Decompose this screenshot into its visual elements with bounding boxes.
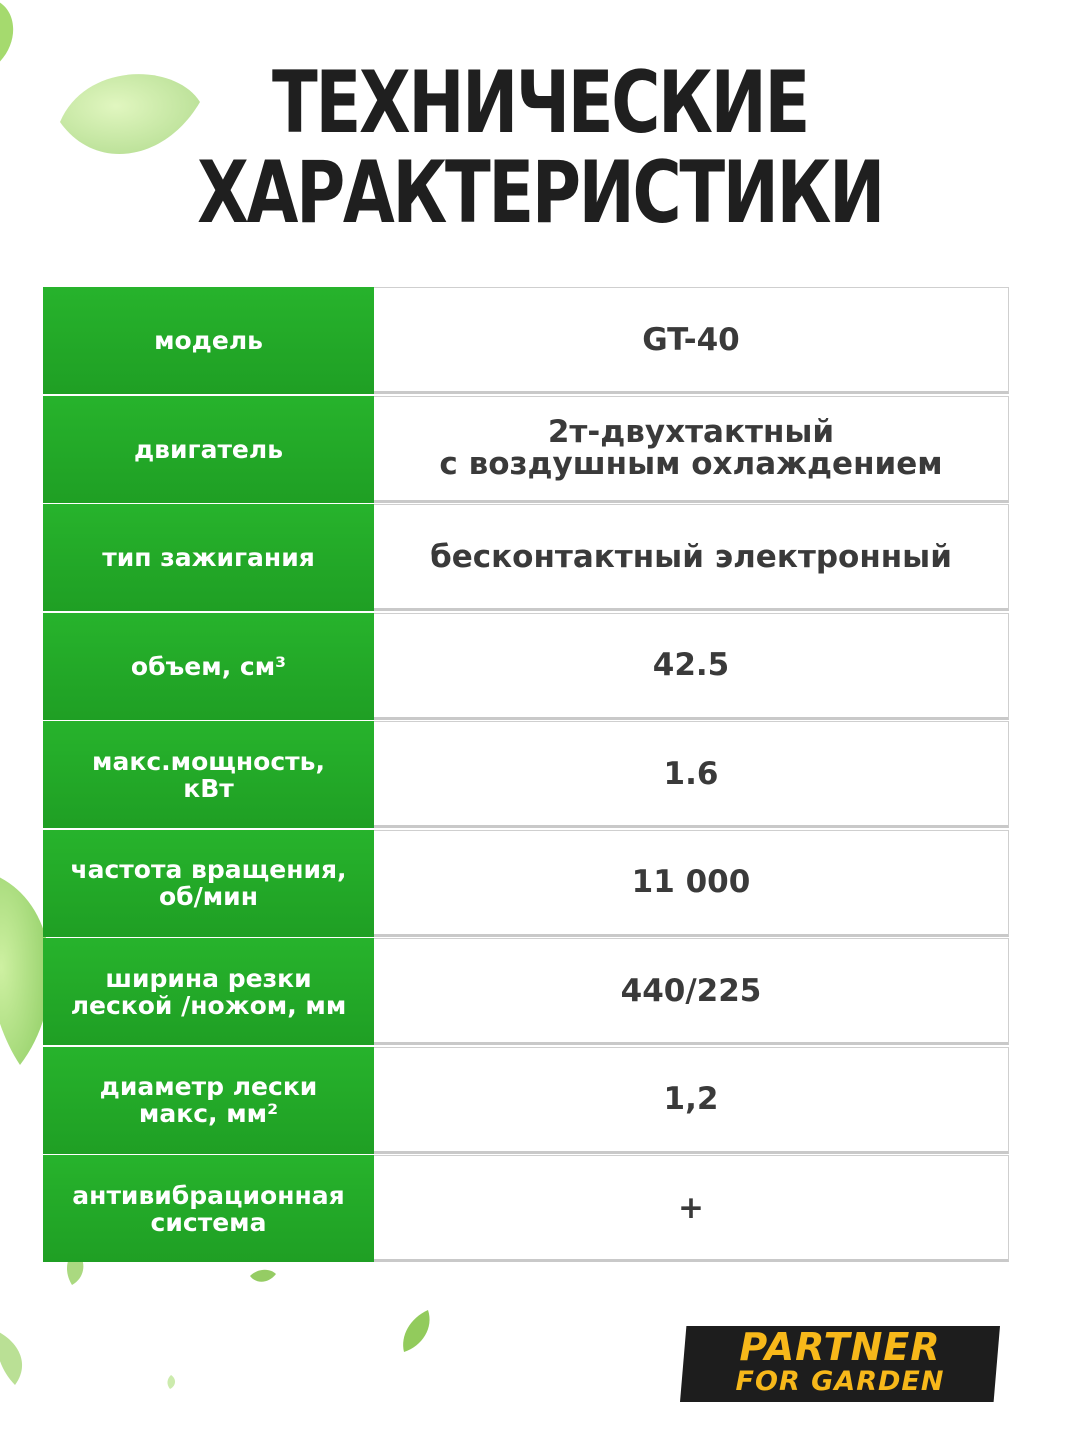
spec-value-cell [374,938,1009,1045]
spec-table [43,287,1009,1264]
leaf-icon [250,1268,276,1284]
page-title [119,53,961,243]
spec-value-cell [374,287,1009,394]
spec-label-cell [43,396,374,503]
spec-row [43,721,1009,828]
spec-row [43,938,1009,1045]
spec-value: 440/225 [620,972,762,1009]
spec-label-cell [43,1155,374,1262]
spec-value: GT-40 [642,321,740,358]
page-title-line2: ХАРАКТЕРИСТИКИ [197,143,883,243]
spec-label-cell [43,504,374,611]
spec-row [43,1047,1009,1154]
spec-label-cell [43,613,374,720]
spec-label: антивибрационная система [72,1180,345,1237]
spec-value-cell [374,830,1009,937]
spec-label-cell [43,938,374,1045]
spec-value-cell [374,721,1009,828]
spec-value: 11 000 [631,864,751,900]
page-title-line1: ТЕХНИЧЕСКИЕ [272,53,808,153]
spec-label: объем, см³ [130,651,287,681]
spec-label: макс.мощность, кВт [92,746,325,803]
spec-row [43,396,1009,503]
spec-value-cell [374,1047,1009,1154]
spec-label: тип зажигания [102,543,315,572]
spec-row [43,504,1009,611]
spec-value-cell [374,1155,1009,1262]
leaf-icon [0,1330,30,1385]
spec-value-cell [374,504,1009,611]
spec-label: ширина резки леской /ножом, мм [70,963,347,1020]
leaf-icon [0,0,30,70]
leaf-icon [400,1310,434,1352]
spec-label-cell [43,287,374,394]
brand-logo [680,1326,1000,1402]
leaf-icon [165,1375,177,1389]
spec-value-cell [374,396,1009,503]
spec-value: бесконтактный электронный [430,538,952,575]
spec-label: двигатель [133,434,284,464]
spec-value: 1.6 [663,755,719,792]
spec-label: модель [154,326,263,355]
spec-label: частота вращения, об/мин [70,855,347,911]
spec-row [43,287,1009,394]
brand-logo-line1: PARTNER [739,1325,941,1369]
spec-value: 1,2 [663,1081,719,1117]
spec-label-cell [43,830,374,937]
spec-label: диаметр лески макс, мм² [99,1072,318,1128]
spec-value: 2т-двухтактный с воздушным охлаждением [439,414,943,482]
spec-value-cell [374,613,1009,720]
spec-value: 42.5 [652,647,730,683]
spec-row [43,1155,1009,1262]
spec-value: + [678,1189,704,1226]
spec-label-cell [43,721,374,828]
spec-row [43,830,1009,937]
spec-label-cell [43,1047,374,1154]
brand-logo-line2: FOR GARDEN [735,1366,945,1397]
spec-row [43,613,1009,720]
